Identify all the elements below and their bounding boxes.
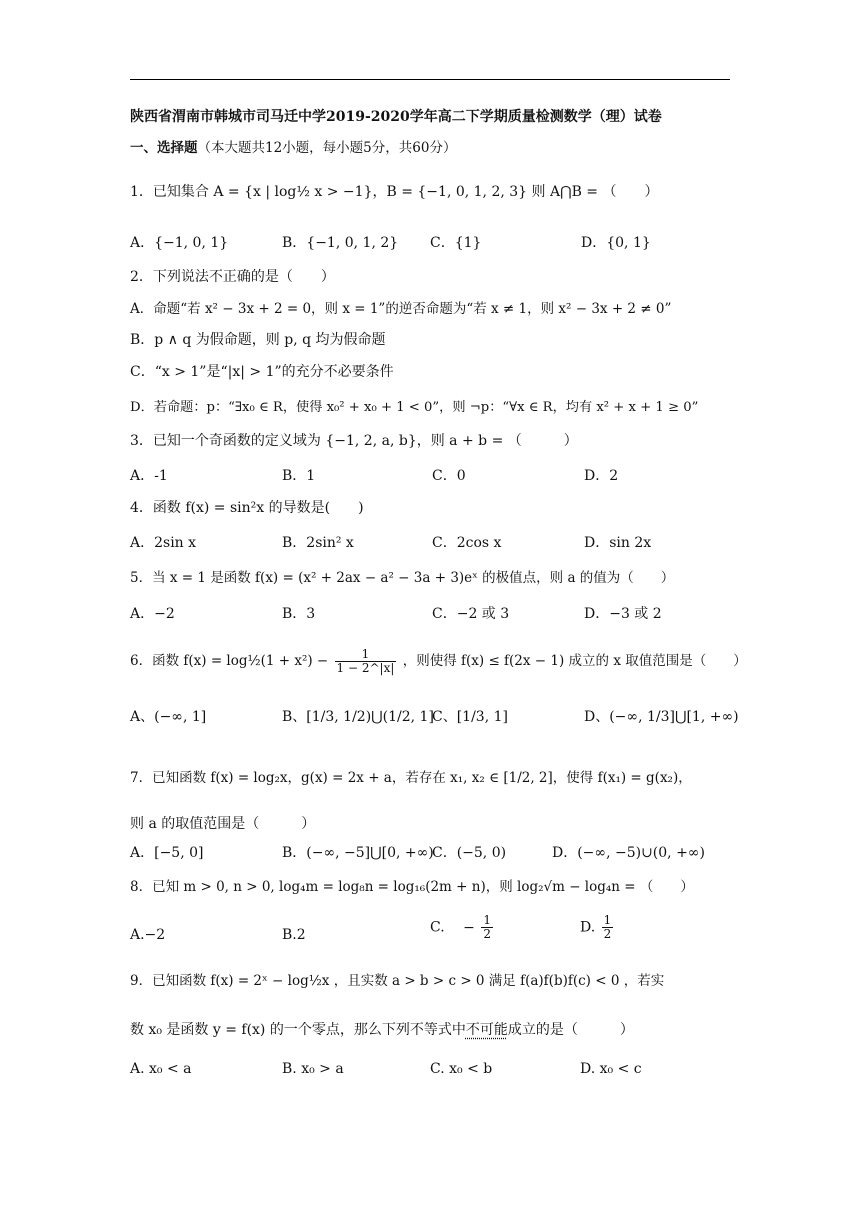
q8-d-den: 2 bbox=[603, 927, 612, 941]
q2-option-c[interactable]: C．“x > 1”是“|x| > 1”的充分不必要条件 bbox=[130, 364, 394, 380]
section-label: 一、选择题 bbox=[130, 140, 198, 156]
q8-option-b[interactable]: B.2 bbox=[282, 927, 306, 943]
q6-stem-end: ，则使得 f(x) ≤ f(2x − 1) 成立的 x 取值范围是（ ） bbox=[402, 653, 747, 669]
q1-option-a[interactable]: A．{−1, 0, 1} bbox=[130, 235, 229, 251]
q6-option-c[interactable]: C、[1/3, 1] bbox=[432, 709, 508, 725]
q8-option-c-sign: − bbox=[463, 919, 475, 936]
question-9-line-1: 9．已知函数 f(x) = 2ˣ − log½x ，且实数 a > b > c > 0 满足 f(a)f(b)f(c) < 0 ，若实 bbox=[130, 973, 665, 989]
q2-option-b[interactable]: B．p ∧ q 为假命题，则 p, q 均为假命题 bbox=[130, 332, 386, 348]
q6-stem-start: 6．函数 f(x) = log½(1 + x²) − bbox=[130, 653, 329, 669]
q9-line-2-start: 数 x₀ 是函数 y = f(x) 的一个零点，那么下列不等式中 bbox=[130, 1022, 466, 1038]
q3-option-a[interactable]: A．-1 bbox=[130, 468, 168, 484]
q9-option-c[interactable]: C. x₀ < b bbox=[430, 1061, 493, 1077]
q8-c-num: 1 bbox=[483, 913, 491, 927]
q6-option-b[interactable]: B、[1/3, 1/2)⋃(1/2, 1] bbox=[282, 709, 434, 725]
q6-option-d[interactable]: D、(−∞, 1/3]⋃[1, +∞) bbox=[584, 709, 739, 725]
q4-option-b[interactable]: B．2sin² x bbox=[282, 535, 354, 551]
q8-option-d[interactable] bbox=[580, 914, 615, 941]
q8-option-c[interactable] bbox=[430, 914, 495, 941]
q9-line-2-end: 成立的是（ ） bbox=[507, 1022, 634, 1038]
q9-option-b[interactable]: B. x₀ > a bbox=[282, 1061, 344, 1077]
q3-option-d[interactable]: D．2 bbox=[584, 468, 619, 484]
q8-c-den: 2 bbox=[483, 927, 491, 941]
q8-option-a[interactable]: A.−2 bbox=[130, 927, 166, 943]
q7-option-a[interactable]: A．[−5, 0] bbox=[130, 845, 204, 861]
q8-option-c-letter: C. bbox=[430, 919, 445, 936]
q8-option-c-fraction bbox=[481, 914, 493, 941]
q1-option-b[interactable]: B．{−1, 0, 1, 2} bbox=[282, 235, 399, 251]
q8-d-num: 1 bbox=[603, 913, 612, 927]
q5-option-d[interactable]: D．−3 或 2 bbox=[584, 606, 662, 622]
section-heading bbox=[130, 136, 456, 156]
question-4: 4．函数 f(x) = sin²x 的导数是( ) bbox=[130, 500, 364, 516]
question-6 bbox=[130, 648, 747, 675]
question-7-line-2: 则 a 的取值范围是（ ） bbox=[130, 816, 316, 832]
q9-option-d[interactable]: D. x₀ < c bbox=[580, 1061, 642, 1077]
q7-option-d[interactable]: D．(−∞, −5)∪(0, +∞) bbox=[552, 845, 705, 861]
question-7-line-1: 7．已知函数 f(x) = log₂x，g(x) = 2x + a，若存在 x₁, x₂ ∈ [1/2, 2]，使得 f(x₁) = g(x₂)， bbox=[130, 770, 692, 786]
q4-option-d[interactable]: D．sin 2x bbox=[584, 535, 652, 551]
q5-option-b[interactable]: B．3 bbox=[282, 606, 316, 622]
q3-option-b[interactable]: B．1 bbox=[282, 468, 316, 484]
q5-option-a[interactable]: A．−2 bbox=[130, 606, 175, 622]
question-2: 2．下列说法不正确的是（ ） bbox=[130, 269, 335, 285]
q6-fraction-num: 1 bbox=[335, 648, 397, 662]
q4-option-a[interactable]: A．2sin x bbox=[130, 535, 197, 551]
q4-option-c[interactable]: C．2cos x bbox=[432, 535, 502, 551]
q6-fraction-den: 1 − 2^|x| bbox=[336, 661, 395, 675]
q3-option-c[interactable]: C．0 bbox=[432, 468, 466, 484]
question-3: 3．已知一个奇函数的定义域为 {−1, 2, a, b}，则 a + b = （ ） bbox=[130, 433, 578, 449]
q8-option-d-fraction bbox=[602, 914, 614, 941]
q2-option-d[interactable]: D．若命题：p：“∃x₀ ∈ R，使得 x₀² + x₀ + 1 < 0”，则 ¬p：“∀x ∈ R，均有 x² + x + 1 ≥ 0” bbox=[130, 400, 699, 415]
section-note: （本大题共12小题，每小题5分，共60分） bbox=[197, 140, 457, 156]
exam-title: 陕西省渭南市韩城市司马迁中学2019-2020学年高二下学期质量检测数学（理）试卷 bbox=[130, 109, 662, 125]
question-1: 1．已知集合 A = {x | log½ x > −1}，B = {−1, 0, 1, 2, 3} 则 A⋂B = （ ） bbox=[130, 184, 659, 200]
q1-option-d[interactable]: D．{0, 1} bbox=[581, 235, 651, 251]
q9-emphasis: 不可能 bbox=[465, 1022, 508, 1038]
q7-option-b[interactable]: B．(−∞, −5]⋃[0, +∞) bbox=[282, 845, 434, 861]
q6-option-a[interactable]: A、(−∞, 1] bbox=[130, 709, 207, 725]
header-rule bbox=[130, 79, 730, 80]
question-8: 8．已知 m > 0, n > 0, log₄m = log₈n = log₁₆(2m + n)，则 log₂√m − log₄n = （ ） bbox=[130, 879, 694, 895]
q2-option-a[interactable]: A．命题“若 x² − 3x + 2 = 0，则 x = 1”的逆否命题为“若 x ≠ 1，则 x² − 3x + 2 ≠ 0” bbox=[130, 301, 672, 317]
q9-option-a[interactable]: A. x₀ < a bbox=[130, 1061, 192, 1077]
q5-option-c[interactable]: C．−2 或 3 bbox=[432, 606, 510, 622]
q7-option-c[interactable]: C．(−5, 0) bbox=[432, 845, 507, 861]
question-9-line-2 bbox=[130, 1021, 634, 1039]
q1-option-c[interactable]: C．{1} bbox=[430, 235, 482, 251]
q6-fraction bbox=[335, 648, 397, 675]
question-5: 5．当 x = 1 是函数 f(x) = (x² + 2ax − a² − 3a + 3)eˣ 的极值点，则 a 的值为（ ） bbox=[130, 570, 675, 586]
q8-option-d-letter: D. bbox=[580, 919, 596, 936]
